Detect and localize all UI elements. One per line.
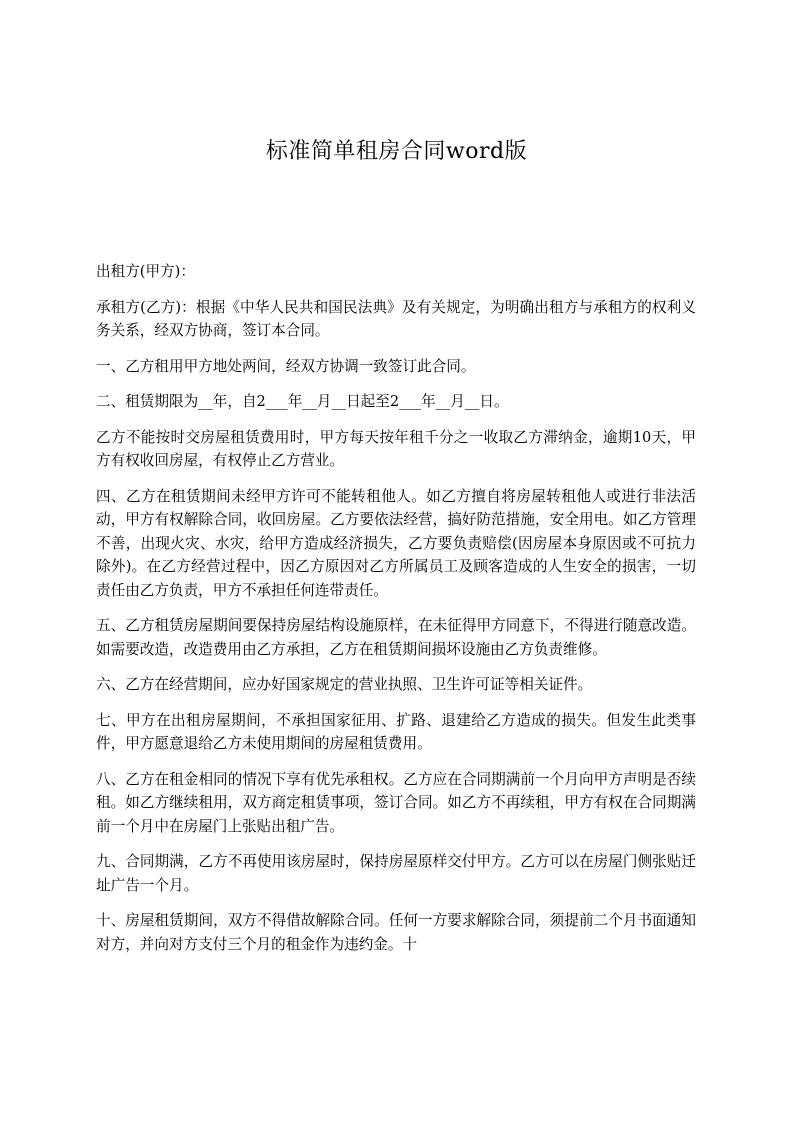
paragraph-clause-10: 十、房屋租赁期间，双方不得借故解除合同。任何一方要求解除合同，须提前二个月书面通知对方，并向对方支付三个月的租金作为违约金。十 [96, 912, 696, 953]
paragraph-clause-6: 六、乙方在经营期间，应办好国家规定的营业执照、卫生许可证等相关证件。 [96, 676, 593, 693]
paragraph-clause-7: 七、甲方在出租房屋期间，不承担国家征用、扩路、退建给乙方造成的损失。但发生此类事件，甲方愿意退给乙方未使用期间的房屋租赁费用。 [96, 711, 696, 752]
paragraph-clause-2: 二、租赁期限为__年，自2___年__月__日起至2___年__月__日。 [96, 393, 509, 410]
document-body [96, 260, 696, 968]
paragraph-clause-1: 一、乙方租用甲方地处两间，经双方协调一致签订此合同。 [96, 357, 476, 375]
document-title: 标准简单租房合同word版 [265, 139, 528, 164]
paragraph-clause-8: 八、乙方在租金相同的情况下享有优先承租权。乙方应在合同期满前一个月向甲方声明是否续租。如乙方继续租用，双方商定租赁事项，签订合同。如乙方不再续租，甲方有权在合同期满前一个月中在房屋门上张贴出租广告。 [96, 770, 696, 835]
paragraph-clause-4: 四、乙方在租赁期间未经甲方许可不能转租他人。如乙方擅自将房屋转租他人或进行非法活动，甲方有权解除合同，收回房屋。乙方要依法经营，搞好防范措施，安全用电。如乙方管理不善，出现火灾、水灾，给甲方造成经济损失，乙方要负责赔偿(因房屋本身原因或不可抗力除外)。在乙方经营过程中，因乙方原因对乙方所属员工及顾客造成的人生安全的损害，一切责任由乙方负责，甲方不承担任何连带责任。 [96, 487, 696, 599]
paragraph-clause-5: 五、乙方租赁房屋期间要保持房屋结构设施原样，在未征得甲方同意下，不得进行随意改造。如需要改造，改造费用由乙方承担，乙方在租赁期间损坏设施由乙方负责维修。 [96, 617, 696, 658]
paragraph-lessor: 出租方(甲方)： [96, 263, 195, 280]
paragraph-clause-9: 九、合同期满，乙方不再使用该房屋时，保持房屋原样交付甲方。乙方可以在房屋门侧张贴迁址广告一个月。 [96, 853, 696, 894]
paragraph-late-fee: 乙方不能按时交房屋租赁费用时，甲方每天按年租千分之一收取乙方滞纳金，逾期10天，甲方有权收回房屋，有权停止乙方营业。 [96, 428, 696, 469]
paragraph-lessee: 承租方(乙方)：根据《中华人民共和国民法典》及有关规定，为明确出租方与承租方的权利义务关系，经双方协商，签订本合同。 [96, 298, 696, 339]
